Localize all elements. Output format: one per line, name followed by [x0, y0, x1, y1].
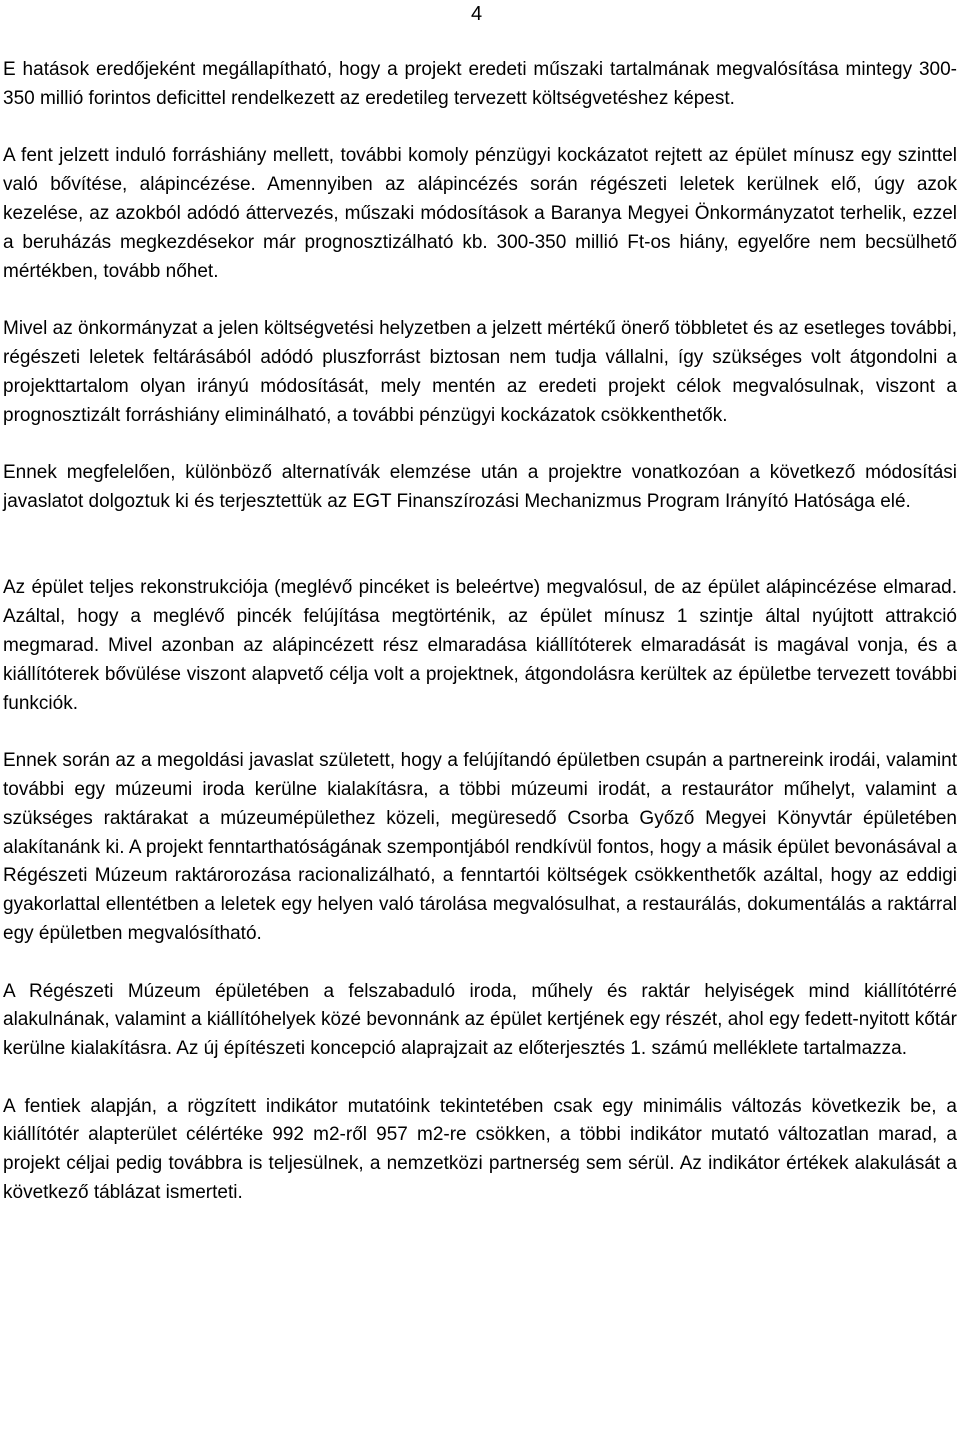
paragraph-solution: Ennek során az a megoldási javaslat született, hogy a felújítandó épületben csupán a partnereink irodái, valamint további egy múzeumi iroda kerülne kialakításra, a többi múzeumi irodát, a restaurátor műhelyt, valamint a szükséges raktárakat a múzeumépülethez közeli, megüresedő Csorba Győző Megyei Könyvtár épületében alakítanánk ki. A projekt fenntarthatóságának szempontjából rendkívül fontos, hogy a másik épület bevonásával a Régészeti Múzeum raktárorozása racionalizálható, a fenntartói költségek csökkenthetők azáltal, hogy az eddigi gyakorlattal ellentétben a leletek egy helyen való tárolása megvalósulhat, a restaurálás, dokumentálás a raktárral egy épületben megvalósítható. [3, 750, 957, 944]
paragraph-reconstruction: Az épület teljes rekonstrukciója (meglévő pincéket is beleértve) megvalósul, de az épület alápincézése elmarad. Azáltal, hogy a meglévő pincék felújítása megtörténik, az épület mínusz 1 szintje által nyújtott attrakció megmarad. Mivel azonban az alápincézett rész elmaradása kiállítóterek elmaradását is magával vonja, és a kiállítóterek bővülése viszont alapvető célja volt a projektnek, átgondolásra kerültek az épületbe tervezett további funkciók. [3, 577, 957, 714]
paragraph-self-contribution: Mivel az önkormányzat a jelen költségvetési helyzetben a jelzett mértékű önerő többletet és az esetleges további, régészeti leletek feltárásából adódó pluszforrást biztosan nem tudja vállalni, így szükséges volt átgondolni a projekttartalom olyan irányú módosítását, mely mentén az eredeti projekt célok megvalósulnak, viszont a prognosztizált forráshiány eliminálható, a további pénzügyi kockázatok csökkenthetők. [3, 318, 957, 426]
paragraph-modification-proposal: Ennek megfelelően, különböző alternatívák elemzése után a projektre vonatkozóan a következő módosítási javaslatot dolgoztuk ki és terjesztettük az EGT Finanszírozási Mechanizmus Program Irányító Hatósága elé. [3, 462, 957, 512]
paragraph-indicators: A fentiek alapján, a rögzített indikátor mutatóink tekintetében csak egy minimális változás következik be, a kiállítótér alapterület célértéke 992 m2-ről 957 m2-re csökken, a többi indikátor mutató változatlan marad, a projekt céljai pedig továbbra is teljesülnek, a nemzetközi partnerség sem sérül. Az indikátor értékek alakulását a következő táblázat ismerteti. [3, 1095, 957, 1204]
paragraph-exhibition-spaces: A Régészeti Múzeum épületében a felszabaduló iroda, műhely és raktár helyiségek mind kiállítótérré alakulnának, valamint a kiállítóhelyek közé bevonnánk az épület kertjének egy részét, ahol egy fedett-nyitott kőtár kerülne kialakításra. Az új építészeti koncepció alaprajzait az előterjesztés 1. számú melléklete tartalmazza. [3, 980, 957, 1060]
page-number: 4 [471, 3, 483, 25]
document-body [3, 56, 957, 1208]
paragraph-risk: A fent jelzett induló forráshiány mellett, további komoly pénzügyi kockázatot rejtett az épület mínusz egy szinttel való bővítése, alápincézése. Amennyiben az alápincézés során régészeti leletek kerülnek elő, úgy azok kezelése, az azokból adódó áttervezés, műszaki módosítások a Baranya Megyei Önkormányzatot terhelik, ezzel a beruházás megkezdésekor már prognosztizálható kb. 300-350 millió Ft-os hiány, egyelőre nem becsülhető mértékben, tovább nőhet. [3, 145, 957, 282]
paragraph-deficit: E hatások eredőjeként megállapítható, hogy a projekt eredeti műszaki tartalmának megvalósítása mintegy 300-350 millió forintos deficittel rendelkezett az eredetileg tervezett költségvetéshez képest. [3, 59, 957, 109]
